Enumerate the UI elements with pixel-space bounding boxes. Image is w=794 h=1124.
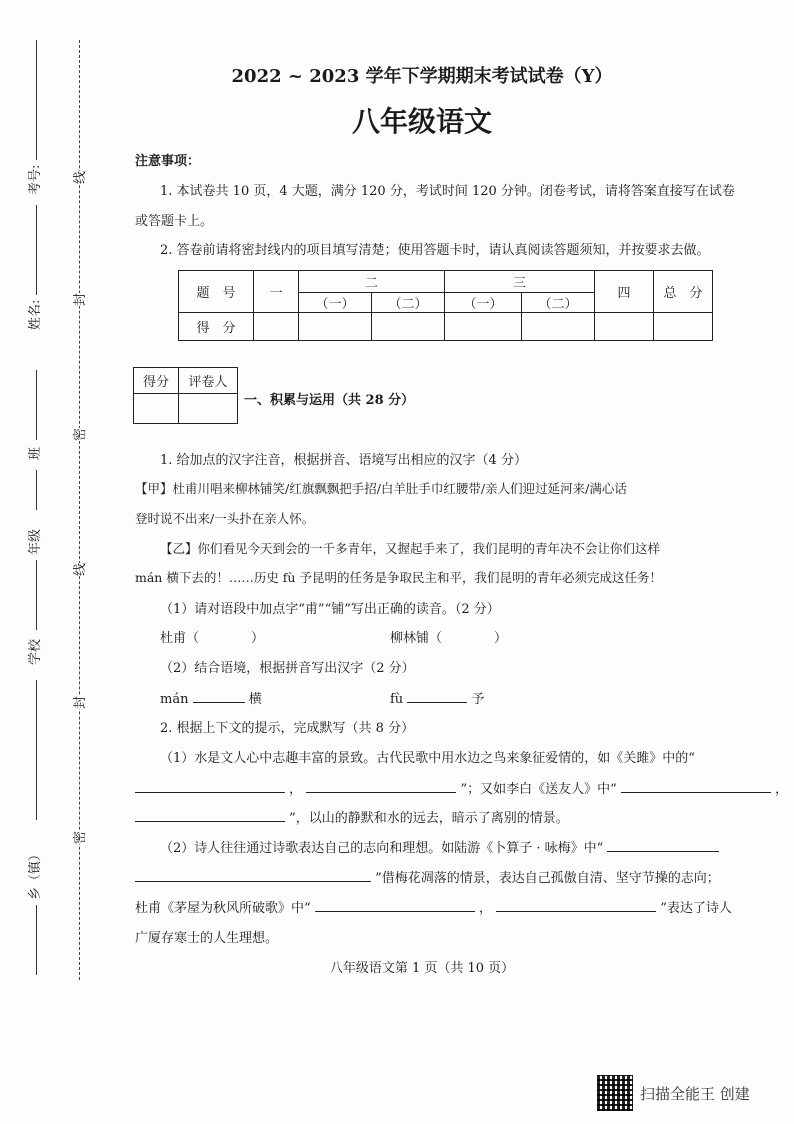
question-2: 2. 根据上下文的提示，完成默写（共 8 分）: [160, 721, 415, 736]
char-yu: 予: [471, 692, 485, 707]
question-2-2: [160, 837, 719, 856]
class-label: 班: [28, 446, 43, 460]
pinyin-fu: fù: [390, 692, 404, 707]
char-heng: 横: [248, 692, 262, 707]
school-label: 学校: [28, 638, 43, 665]
score-table-sub: （二）: [522, 293, 595, 313]
passage-jia-cont: 登时说不出来/一头扑在亲人怀。: [135, 511, 315, 526]
score-table-col-4: 四: [595, 271, 654, 313]
scanner-watermark: 扫描全能王 创建: [640, 1085, 750, 1103]
question-2-2-line3a: 杜甫《茅屋为秋风所破歌》中“: [135, 901, 311, 916]
question-2-2-line2: ”借梅花凋落的情景，表达自己孤傲自清、坚守节操的志向；: [375, 871, 720, 886]
page-number: 八年级语文第 1 页（共 10 页）: [329, 961, 515, 976]
question-2-2-line3b: ”表达了诗人: [660, 901, 732, 916]
seal-char: 封: [69, 293, 88, 306]
section1-title: 一、积累与运用（共 28 分）: [244, 393, 415, 408]
answer-buxuanzi-2[interactable]: [135, 867, 371, 882]
question-2-1-mid: ”；又如李白《送友人》中“: [460, 782, 617, 797]
grader-name-cell[interactable]: [179, 394, 238, 424]
score-table-col-3: 三: [445, 271, 595, 293]
question-1-1: （1）请对语段中加点字“甫”“铺”写出正确的读音。（2 分）: [160, 602, 500, 617]
seal-char: 密: [69, 831, 88, 844]
notes-item2: 2. 答卷前请将密封线内的项目填写清楚；使用答题卡时，请认真阅读答题须知，并按要求去做。: [160, 243, 710, 258]
score-table-row-label: 得 分: [179, 313, 254, 341]
score-table-total: 总 分: [654, 271, 713, 313]
question-2-2-row3: [135, 897, 732, 916]
question-2-1-end: ”，以山的静默和水的远去，暗示了离别的情景。: [289, 811, 569, 826]
answer-man-row: [160, 688, 262, 707]
answer-guanju-1[interactable]: [135, 778, 285, 793]
passage-yi: 【乙】你们看见今天到会的一千多青年，又握起手来了，我们昆明的青年决不会让你们这样: [160, 541, 661, 556]
score-cell[interactable]: [654, 313, 713, 341]
answer-liulinpu[interactable]: 柳林铺（ ）: [390, 631, 508, 646]
score-table-sub: （二）: [372, 293, 445, 313]
answer-fu-blank[interactable]: [407, 688, 467, 703]
question-1-2: （2）结合语境，根据拼音写出汉字（2 分）: [160, 661, 415, 676]
score-cell[interactable]: [595, 313, 654, 341]
question-2-2-text: （2）诗人往往通过诗歌表达自己的志向和理想。如陆游《卜算子 · 咏梅》中“: [160, 841, 604, 856]
answer-maowu-1[interactable]: [315, 897, 475, 912]
school-line: [36, 560, 37, 630]
answer-songyouren-1[interactable]: [621, 778, 771, 793]
score-table-sub: （一）: [299, 293, 372, 313]
grader-table: [133, 367, 238, 424]
comma: ，: [478, 901, 492, 916]
exam-title: 2022 ~ 2023 学年下学期期末考试试卷（Y）: [231, 66, 613, 87]
seal-char: 密: [69, 428, 88, 441]
seal-char: 封: [69, 696, 88, 709]
grader-label: 评卷人: [179, 368, 238, 394]
score-table-header-label: 题 号: [179, 271, 254, 313]
grader-score-label: 得分: [134, 368, 179, 394]
grade-line: [36, 470, 37, 510]
name-line: [36, 205, 37, 295]
grade-label: 年级: [28, 528, 43, 555]
passage-yi-cont: mán 横下去的！……历史 fù 予昆明的任务是争取民主和平，我们昆明的青年必须完成这任务！: [135, 570, 662, 585]
answer-man-blank[interactable]: [193, 688, 245, 703]
seal-char: 线: [69, 171, 88, 184]
name-label: 姓名:: [28, 299, 43, 330]
question-2-2-row2: [135, 867, 720, 886]
exam-no-label: 考号:: [28, 164, 43, 195]
answer-songyouren-2[interactable]: [135, 807, 285, 822]
town-label: 乡（镇）: [28, 847, 43, 900]
score-table: [178, 270, 713, 341]
answer-fu-row: [390, 688, 484, 707]
class-line: [36, 370, 37, 440]
answer-maowu-2[interactable]: [496, 897, 656, 912]
answer-dufu[interactable]: 杜甫（ ）: [160, 631, 265, 646]
pinyin-man: mán: [160, 692, 189, 707]
question-2-1: （1）水是文人心中志趣丰富的景致。古代民歌中用水边之鸟来象征爱情的，如《关雎》中的“: [160, 751, 695, 766]
answer-guanju-2[interactable]: [306, 778, 456, 793]
score-table-col-1: 一: [254, 271, 299, 313]
score-cell[interactable]: [299, 313, 372, 341]
question-2-1-row2: ， ”；又如李白《送友人》中“ ，: [135, 778, 788, 797]
notes-heading: 注意事项：: [135, 154, 201, 169]
qr-code-icon: [597, 1075, 633, 1111]
question-2-2-row4: 广厦存寒士的人生理想。: [135, 931, 279, 946]
question-2-1-row3: [135, 807, 569, 826]
score-cell[interactable]: [522, 313, 595, 341]
score-cell[interactable]: [254, 313, 299, 341]
seal-char: 线: [69, 563, 88, 576]
grader-score-cell[interactable]: [134, 394, 179, 424]
notes-item1-cont: 或答题卡上。: [135, 214, 214, 229]
question-1: 1. 给加点的汉字注音，根据拼音、语境写出相应的汉字（4 分）: [160, 453, 527, 468]
score-table-sub: （一）: [445, 293, 522, 313]
town-line: [36, 680, 37, 820]
passage-jia: 【甲】杜甫川唱来柳林铺笑/红旗飘飘把手招/白羊肚手巾红腰带/亲人们迎过延河来/满心话: [135, 481, 627, 496]
notes-item1: 1. 本试卷共 10 页，4 大题，满分 120 分，考试时间 120 分钟。闭卷考试，请将答案直接写在试卷: [160, 184, 735, 199]
subject-title: 八年级语文: [351, 105, 492, 138]
score-table-col-2: 二: [299, 271, 445, 293]
answer-buxuanzi-1[interactable]: [607, 837, 719, 852]
score-cell[interactable]: [445, 313, 522, 341]
score-cell[interactable]: [372, 313, 445, 341]
